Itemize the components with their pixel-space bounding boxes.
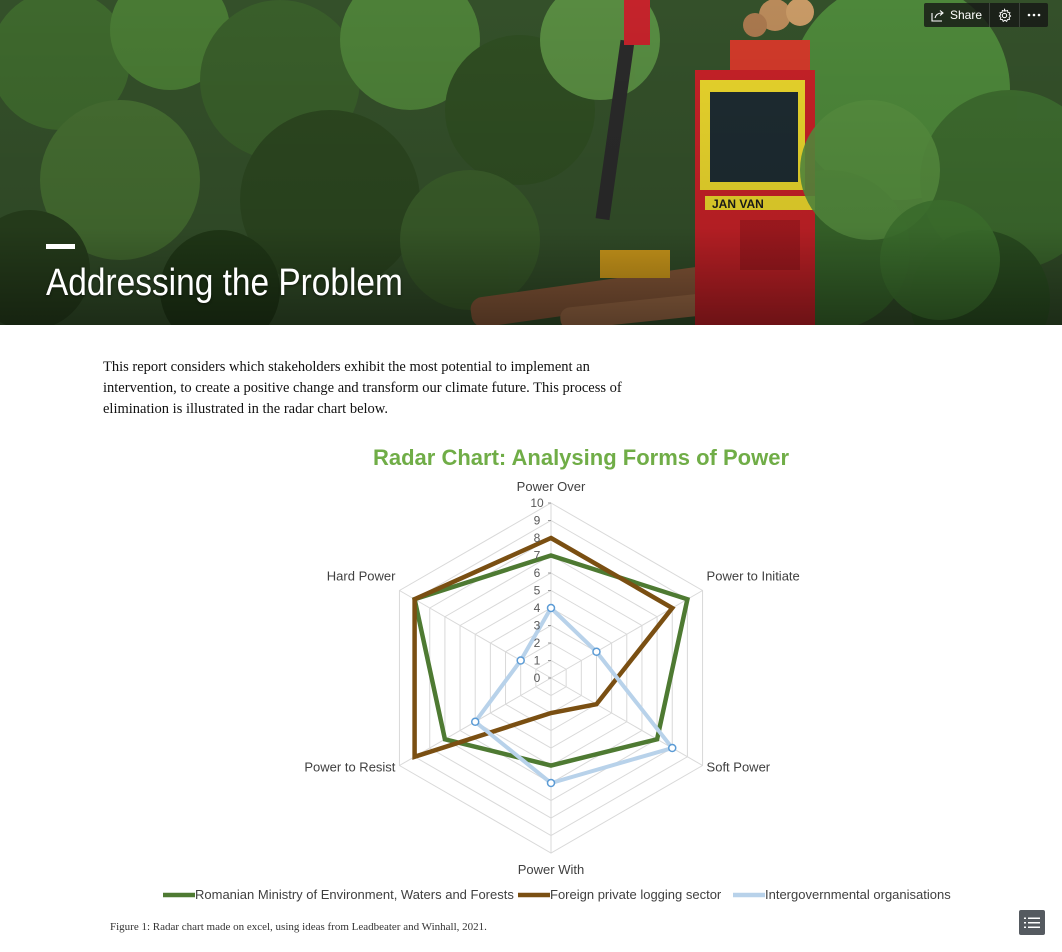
radar-chart (0, 430, 1062, 920)
category-label: Power to Resist (304, 759, 396, 775)
story-toolbar (924, 3, 1048, 27)
data-point (593, 648, 600, 655)
data-point (517, 657, 524, 664)
figure-caption: Figure 1: Radar chart made on excel, using ideas from Leadbeater and Winhall, 2021. (110, 921, 487, 933)
share-icon (931, 9, 945, 22)
share-button[interactable] (924, 3, 990, 27)
tick-label: 7 (533, 548, 541, 563)
data-point (548, 605, 555, 612)
tick-label: 6 (533, 566, 541, 580)
category-label: Power Over (516, 479, 586, 494)
tick-label: 2 (533, 636, 541, 650)
category-label: Power With (517, 862, 585, 877)
legend-label: Romanian Ministry of Environment, Waters and Forests (195, 887, 514, 902)
table-of-contents-button[interactable] (1019, 910, 1045, 935)
share-label: Share (949, 8, 982, 22)
gear-icon (997, 8, 1012, 23)
data-point (669, 745, 676, 752)
settings-button[interactable] (990, 3, 1020, 27)
tick-label: 0 (533, 671, 541, 685)
tick-label: 4 (533, 601, 541, 615)
tick-label: 1 (533, 653, 541, 668)
tick-label: 5 (533, 583, 541, 598)
data-point (548, 780, 555, 787)
chart-title: Radar Chart: Analysing Forms of Power (372, 445, 790, 470)
tick-label: 8 (533, 531, 541, 545)
more-button[interactable] (1020, 3, 1048, 27)
category-label: Hard Power (326, 568, 396, 584)
category-label: Soft Power (706, 759, 771, 775)
data-point (472, 718, 479, 725)
tick-label: 9 (533, 513, 541, 528)
more-icon (1027, 13, 1041, 17)
list-icon (1024, 917, 1040, 929)
category-label: Power to Initiate (706, 568, 800, 584)
chart-legend (163, 887, 951, 902)
legend-label: Foreign private logging sector (550, 887, 722, 902)
legend-label: Intergovernmental organisations (765, 887, 951, 902)
hero-banner (0, 0, 1062, 325)
title-accent-bar (46, 244, 75, 249)
tick-label: 3 (533, 618, 541, 633)
page-title: Addressing the Problem (46, 262, 403, 304)
radar-chart-figure (0, 430, 1062, 920)
tick-label: 10 (530, 496, 544, 510)
intro-paragraph: This report considers which stakeholders exhibit the most potential to implement an intervention, to create a positive change and transform our climate future. This process of elimination is illustrated in the radar chart below. (103, 359, 622, 417)
